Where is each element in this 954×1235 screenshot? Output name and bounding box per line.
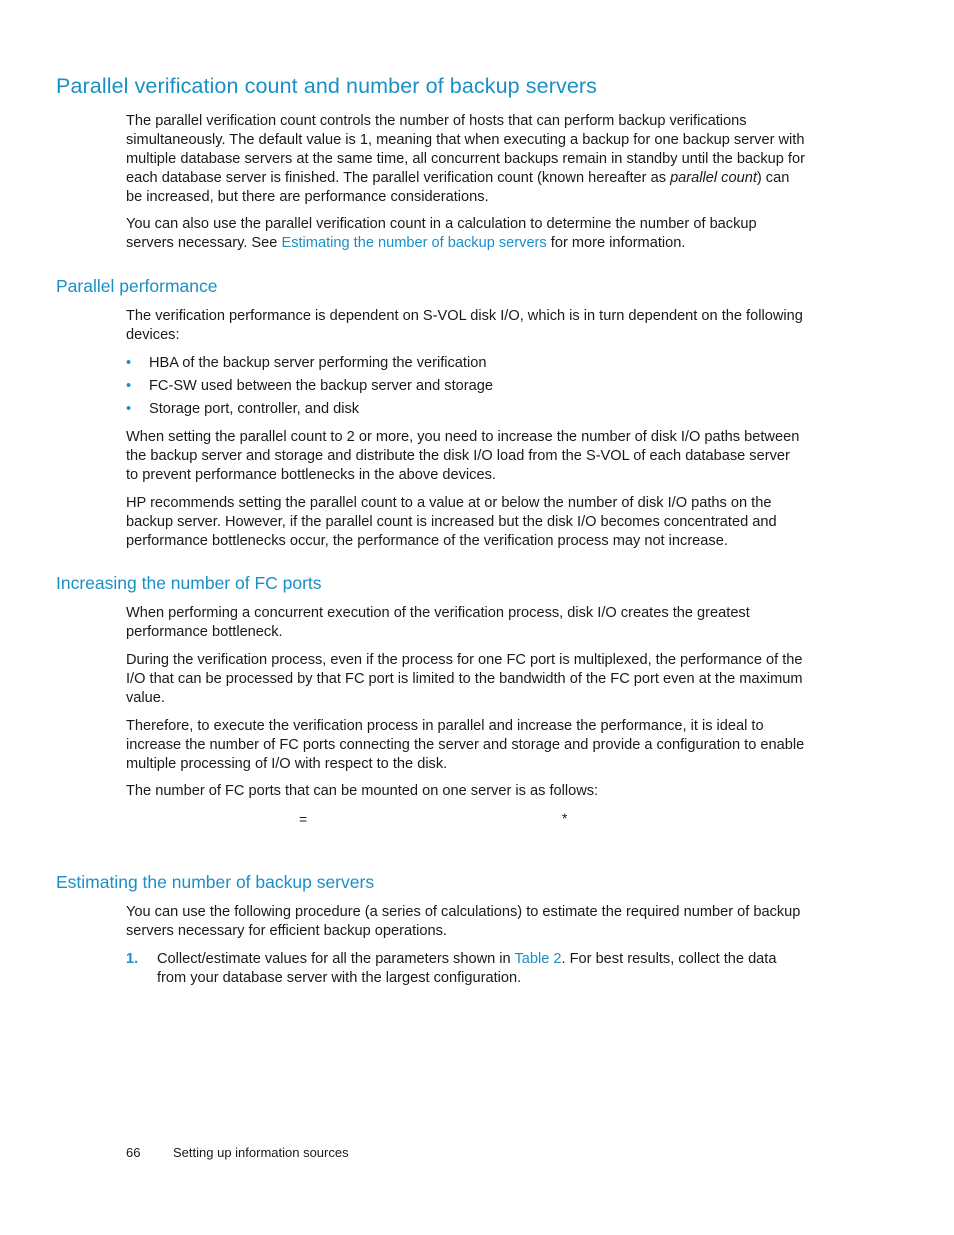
text-run: ) can be increased, but there are performance considerations. bbox=[126, 170, 790, 205]
paragraph-disk-io-paths: When setting the parallel count to 2 or more, you need to increase the number of disk I/O paths between the backup server and storage and distribute the disk I/O load from the S-VOL of each database server to prevent performance bottlenecks in the above devices. bbox=[126, 429, 800, 483]
paragraph-fc-bandwidth: During the verification process, even if the process for one FC port is multiplexed, the performance of the I/O that can be processed by that FC port is limited to the bandwidth of the FC port even at the maximum value. bbox=[126, 652, 803, 706]
step-text bbox=[157, 950, 806, 988]
section-title-estimating-backup-servers: Estimating the number of backup servers bbox=[56, 872, 375, 892]
footer-section-name: Setting up information sources bbox=[173, 1145, 349, 1160]
bullet-icon: • bbox=[126, 401, 132, 417]
text-run: The parallel verification count controls the number of hosts that can perform backup verifications simultaneously. The default value is 1, meaning that when executing a backup for one backup server with multiple database servers at the same time, all concurrent backups remain in standby until the backup for each database server is finished. The parallel verification count (known hereafter as bbox=[126, 113, 805, 186]
link-estimating-backup-servers[interactable]: Estimating the number of backup servers bbox=[281, 235, 547, 251]
bullet-icon: • bbox=[126, 378, 132, 394]
text-run: for more information. bbox=[546, 235, 686, 251]
list-item-text: HBA of the backup server performing the verification bbox=[149, 355, 487, 371]
paragraph-fc-ports-formula-intro: The number of FC ports that can be mounted on one server is as follows: bbox=[126, 783, 599, 799]
device-bullet-list bbox=[126, 354, 806, 423]
text-run: You can also use the parallel verification count in a calculation to determine the number of backup servers necessary. See bbox=[126, 216, 757, 251]
text-run: . For best results, collect the data from your database server with the largest configuration. bbox=[157, 951, 777, 986]
list-item bbox=[126, 354, 806, 377]
text-run: Collect/estimate values for all the parameters shown in bbox=[157, 951, 515, 967]
section-title-fc-ports: Increasing the number of FC ports bbox=[56, 573, 322, 593]
paragraph-performance-dependency: The verification performance is dependent on S-VOL disk I/O, which is in turn dependent on the following devices: bbox=[126, 308, 803, 343]
section-title-parallel-performance: Parallel performance bbox=[56, 276, 218, 296]
paragraph-disk-bottleneck: When performing a concurrent execution of the verification process, disk I/O creates the greatest performance bottleneck. bbox=[126, 605, 750, 640]
paragraph-estimation-procedure: You can use the following procedure (a series of calculations) to estimate the required number of backup servers necessary for efficient backup operations. bbox=[126, 904, 801, 939]
paragraph-increase-fc-ports: Therefore, to execute the verification process in parallel and increase the performance, it is ideal to increase the number of FC ports connecting the server and storage and provide a configuration to enable multiple processing of I/O with respect to the disk. bbox=[126, 718, 805, 772]
link-table-2[interactable]: Table 2 bbox=[514, 951, 562, 967]
list-item-text: Storage port, controller, and disk bbox=[149, 401, 360, 417]
list-item-text: FC-SW used between the backup server and storage bbox=[149, 378, 493, 394]
procedure-step-1 bbox=[126, 950, 806, 988]
list-item bbox=[126, 400, 806, 423]
paragraph-parallel-count-intro bbox=[126, 112, 806, 207]
emphasis-parallel-count: parallel count bbox=[670, 170, 757, 186]
paragraph-hp-recommendation: HP recommends setting the parallel count to a value at or below the number of disk I/O paths on the backup server. However, if the parallel count is increased but the disk I/O becomes concentrated and performance bottlenecks occur, the performance of the verification process may not increase. bbox=[126, 495, 777, 549]
step-number: 1. bbox=[126, 951, 139, 967]
paragraph-calculation-reference bbox=[126, 215, 806, 253]
bullet-icon: • bbox=[126, 355, 132, 371]
footer-page-number: 66 bbox=[126, 1145, 141, 1160]
section-title-parallel-verification: Parallel verification count and number of backup servers bbox=[56, 74, 597, 98]
list-item bbox=[126, 377, 806, 400]
formula-equals-sign: = bbox=[299, 811, 308, 827]
formula-multiply-sign: * bbox=[562, 810, 568, 826]
